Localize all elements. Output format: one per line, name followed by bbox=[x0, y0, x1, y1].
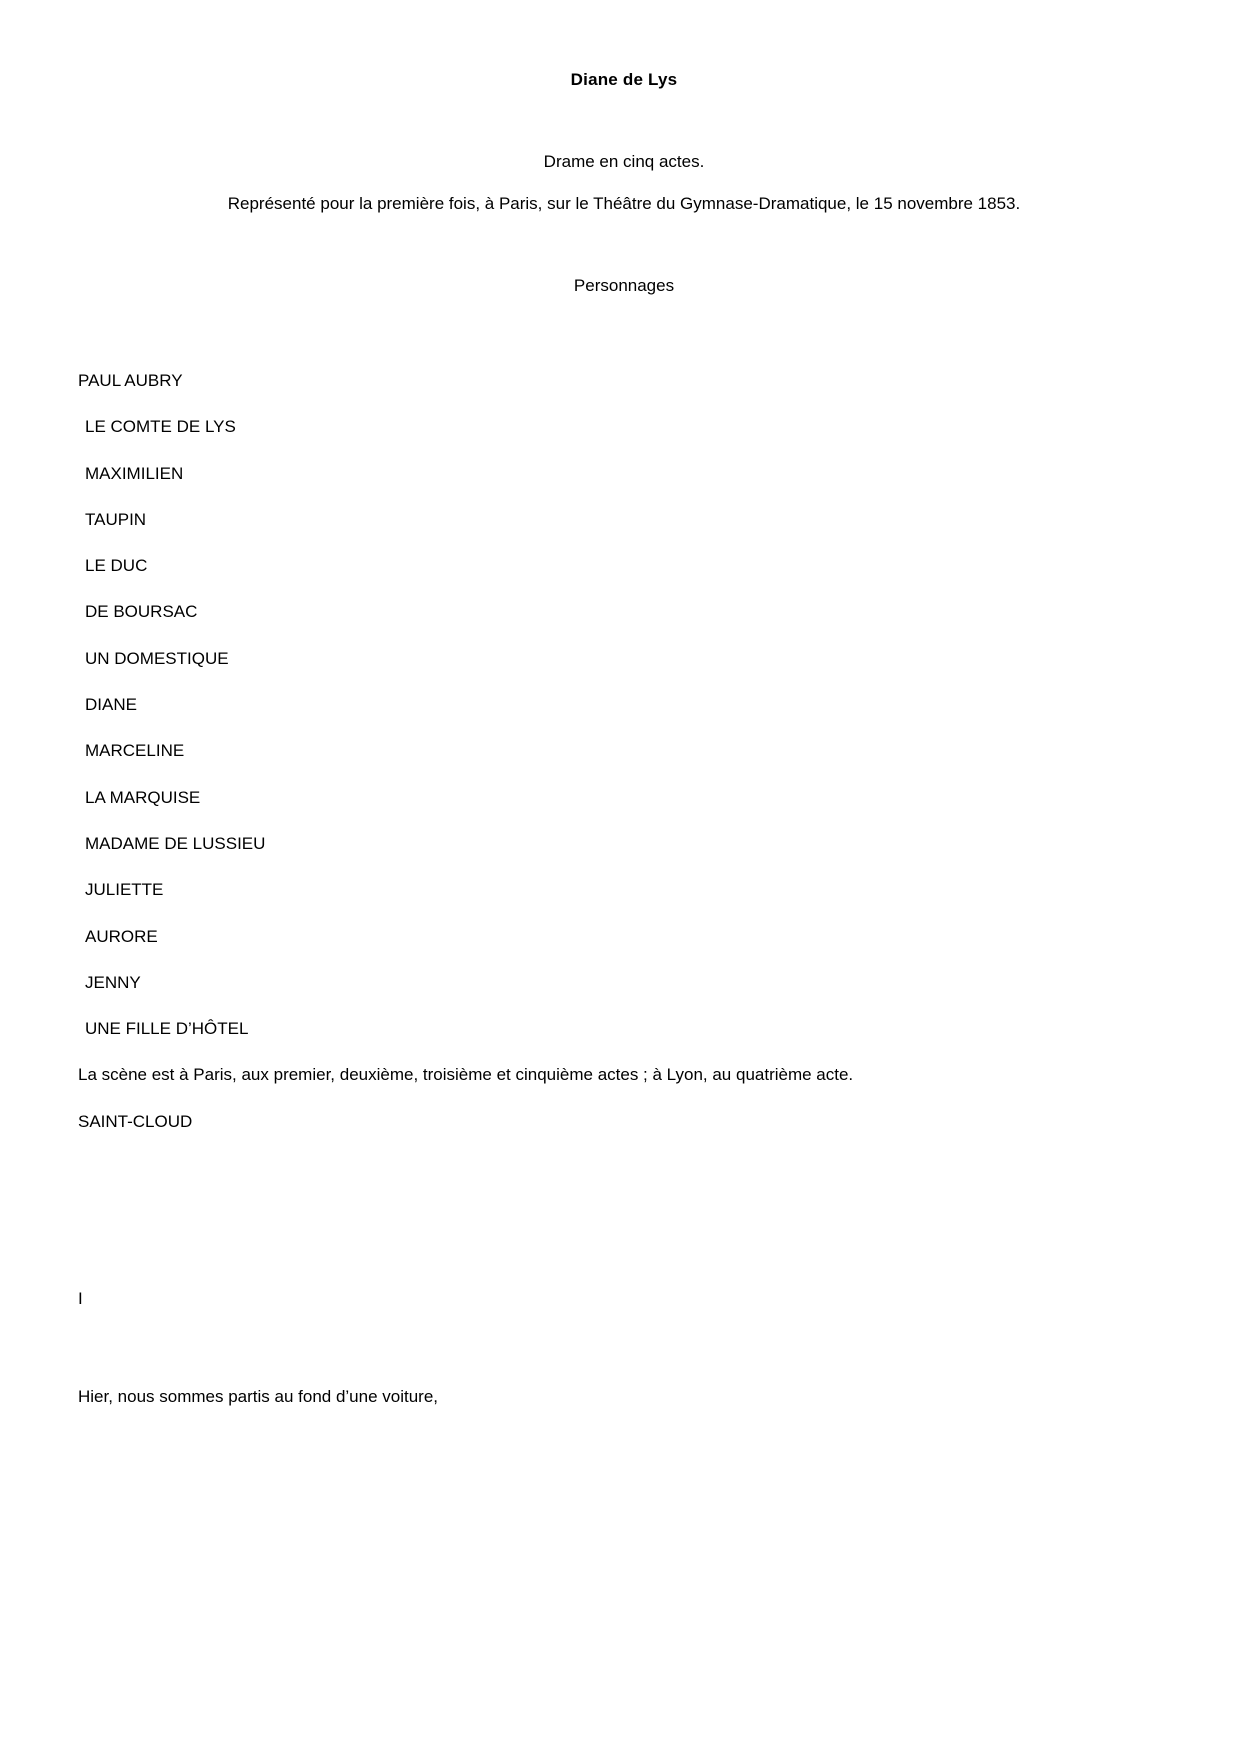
spacer bbox=[78, 90, 1164, 152]
list-item: MAXIMILIEN bbox=[85, 463, 184, 483]
spacer bbox=[78, 214, 1164, 276]
spacer bbox=[78, 1145, 1164, 1289]
cast-list bbox=[78, 358, 1164, 1052]
list-item: AURORE bbox=[85, 926, 158, 946]
list-item: LE COMTE DE LYS bbox=[85, 417, 236, 437]
list-item: MADAME DE LUSSIEU bbox=[85, 833, 266, 853]
document-body bbox=[78, 70, 1164, 1407]
list-item: LA MARQUISE bbox=[85, 787, 201, 807]
act-number: I bbox=[78, 1289, 83, 1309]
list-item: MARCELINE bbox=[85, 741, 185, 761]
scene-note: La scène est à Paris, aux premier, deuxième, troisième et cinquième actes ; à Lyon, au quatrième acte. bbox=[78, 1065, 854, 1085]
body-paragraph: Hier, nous sommes partis au fond d’une voiture, bbox=[78, 1387, 439, 1407]
spacer bbox=[78, 172, 1164, 194]
list-item: TAUPIN bbox=[85, 509, 147, 529]
page-title: Diane de Lys bbox=[570, 70, 678, 89]
cast-heading: Personnages bbox=[573, 276, 675, 295]
list-item: JENNY bbox=[85, 972, 141, 992]
list-item: UN DOMESTIQUE bbox=[85, 648, 229, 668]
place-heading: SAINT-CLOUD bbox=[78, 1111, 193, 1131]
list-item: UNE FILLE D’HÔTEL bbox=[85, 1019, 249, 1039]
document-subtitle: Drame en cinq actes. bbox=[543, 152, 705, 171]
premiere-note: Représenté pour la première fois, à Paris, sur le Théâtre du Gymnase-Dramatique, le 15 novembre 1853. bbox=[227, 194, 1021, 213]
list-item: JULIETTE bbox=[85, 880, 164, 900]
list-item: LE DUC bbox=[85, 556, 148, 576]
list-item: PAUL AUBRY bbox=[78, 371, 183, 390]
list-item: DIANE bbox=[85, 695, 137, 715]
spacer bbox=[78, 1309, 1164, 1387]
spacer bbox=[78, 296, 1164, 358]
list-item: DE BOURSAC bbox=[85, 602, 198, 622]
